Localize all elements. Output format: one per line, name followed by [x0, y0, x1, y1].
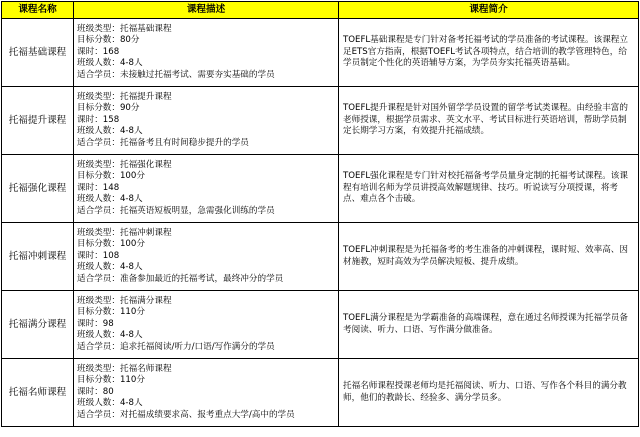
desc-suitable-students: 适合学员：未接触过托福考试、需要夯实基础的学员: [77, 69, 275, 80]
header-course-intro: 课程简介: [339, 2, 639, 19]
course-name-cell: 托福强化课程: [2, 155, 74, 223]
course-intro-cell: 托福名师课程授课老师均是托福阅读、听力、口语、写作各个科目的满分教师，他们的教龄长、经验多、满分学员多。: [339, 359, 639, 427]
course-name-cell: 托福名师课程: [2, 359, 74, 427]
course-desc-cell: [74, 359, 339, 427]
table-row: [2, 87, 639, 155]
desc-target-score: 目标分数：110分: [77, 375, 145, 386]
desc-class-size: 班级人数：4-8人: [77, 194, 143, 205]
desc-target-score: 目标分数：80分: [77, 35, 140, 46]
desc-suitable-students: 适合学员：对托福成绩要求高、报考重点大学/高中的学员: [77, 409, 295, 420]
desc-class-type: 班级类型：托福名师课程: [77, 363, 172, 374]
desc-class-type: 班级类型：托福强化课程: [77, 159, 172, 170]
table-row: [2, 223, 639, 291]
course-desc-cell: [74, 19, 339, 87]
desc-hours: 课时：98: [77, 318, 114, 329]
desc-class-size: 班级人数：4-8人: [77, 126, 143, 137]
course-name-cell: 托福冲刺课程: [2, 223, 74, 291]
course-intro-cell: TOEFL基础课程是专门针对备考托福考试的学员准备的考试课程。该课程立足ETS官方指南，根据TOEFL考试各项特点，结合培训的教学管理特色，给学员制定个性化的英语辅导方案，为学员夯实托福英语基础。: [339, 19, 639, 87]
desc-class-type: 班级类型：托福满分课程: [77, 295, 172, 306]
desc-suitable-students: 适合学员：托福英语短板明显，急需强化训练的学员: [77, 205, 275, 216]
course-name-cell: 托福提升课程: [2, 87, 74, 155]
course-desc-cell: [74, 291, 339, 359]
course-desc-cell: [74, 223, 339, 291]
desc-hours: 课时：158: [77, 114, 120, 125]
course-desc-cell: [74, 87, 339, 155]
course-name-cell: 托福满分课程: [2, 291, 74, 359]
table-row: [2, 155, 639, 223]
header-row: [2, 2, 639, 19]
desc-class-type: 班级类型：托福冲刺课程: [77, 227, 172, 238]
desc-suitable-students: 适合学员：托福备考且有时间稳步提升的学员: [77, 137, 249, 148]
header-course-name: 课程名称: [2, 2, 74, 19]
course-name-cell: 托福基础课程: [2, 19, 74, 87]
desc-target-score: 目标分数：90分: [77, 103, 140, 114]
header-course-desc: 课程描述: [74, 2, 339, 19]
desc-class-size: 班级人数：4-8人: [77, 330, 143, 341]
desc-target-score: 目标分数：110分: [77, 307, 145, 318]
desc-hours: 课时：80: [77, 386, 114, 397]
desc-target-score: 目标分数：100分: [77, 171, 145, 182]
desc-suitable-students: 适合学员：准备参加最近的托福考试，最终冲分的学员: [77, 273, 284, 284]
desc-hours: 课时：108: [77, 250, 120, 261]
table-row: [2, 359, 639, 427]
course-intro-cell: TOEFL满分课程是为学霸准备的高端课程，意在通过名师授课为托福学员备考阅读、听力、口语、写作满分做准备。: [339, 291, 639, 359]
desc-target-score: 目标分数：100分: [77, 239, 145, 250]
desc-class-size: 班级人数：4-8人: [77, 58, 143, 69]
desc-class-type: 班级类型：托福提升课程: [77, 91, 172, 102]
course-intro-cell: TOEFL强化课程是专门针对校托福备考学员量身定制的托福考试课程。该课程有培训名师为学员讲授高效解题规律、技巧。听说读写分项授课，将考点、难点各个击破。: [339, 155, 639, 223]
course-intro-cell: TOEFL提升课程是针对国外留学学员设置的留学考试类课程。由经验丰富的老师授课，根据学员需求、英文水平、考试目标进行英语培训，帮助学员制定长期学习方案，有效提升托福成绩。: [339, 87, 639, 155]
desc-class-size: 班级人数：4-8人: [77, 262, 143, 273]
course-desc-cell: [74, 155, 339, 223]
desc-class-size: 班级人数：4-8人: [77, 398, 143, 409]
table-row: [2, 19, 639, 87]
course-table: [1, 1, 639, 427]
desc-hours: 课时：168: [77, 46, 120, 57]
desc-hours: 课时：148: [77, 182, 120, 193]
table-row: [2, 291, 639, 359]
course-intro-cell: TOEFL冲刺课程是为托福备考的考生准备的冲刺课程，课时短、效率高、因材施教，短时高效为学员解决短板、提升成绩。: [339, 223, 639, 291]
desc-class-type: 班级类型：托福基础课程: [77, 23, 172, 34]
desc-suitable-students: 适合学员：追求托福阅读/听力/口语/写作满分的学员: [77, 341, 275, 352]
